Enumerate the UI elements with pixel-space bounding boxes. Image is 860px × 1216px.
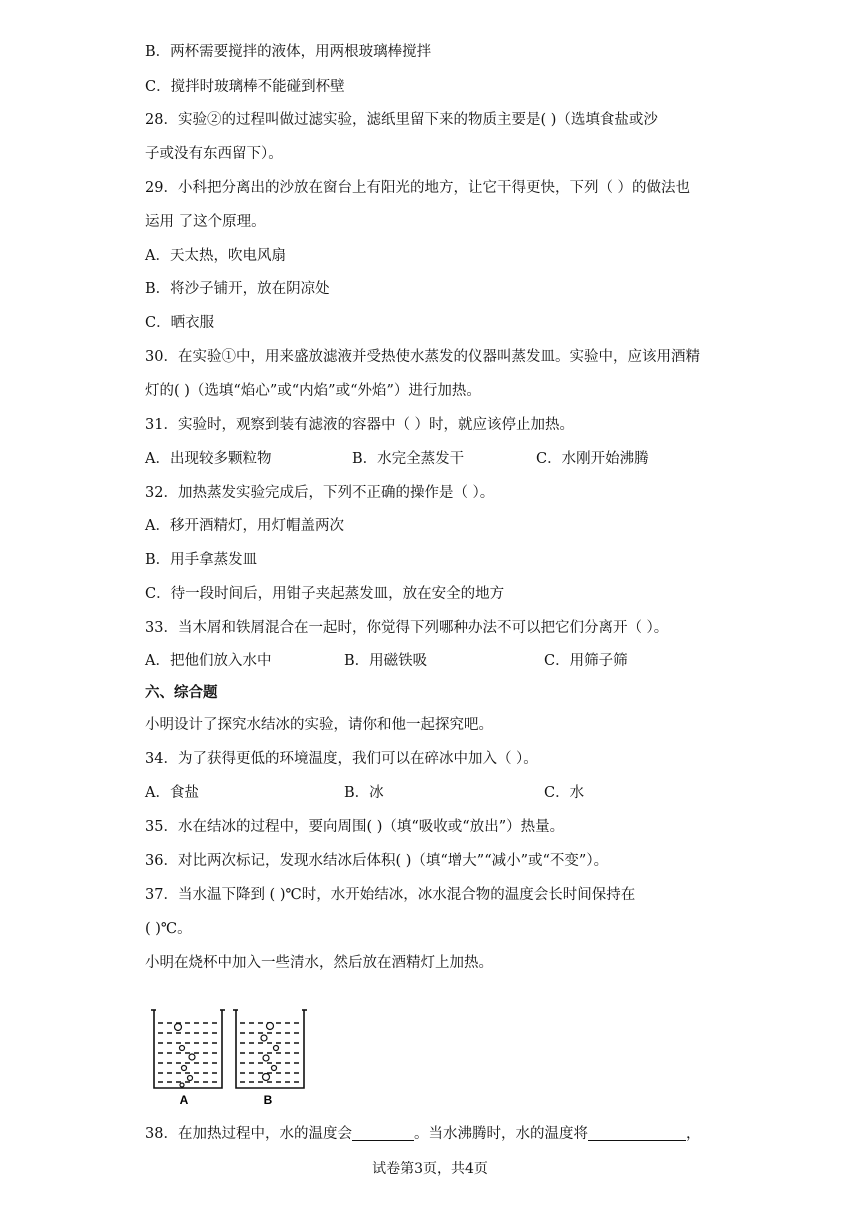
q38-text-part1: 38．在加热过程中，水的温度会 xyxy=(145,1126,352,1142)
q30-text-cont: 灯的( )（选填“焰心”或“内焰”或“外焰”）进行加热。 xyxy=(145,383,481,399)
beakers-figure xyxy=(148,1006,318,1110)
q31-option-c: C．水刚开始沸腾 xyxy=(536,451,649,467)
q29-option-a: A．天太热，吹电风扇 xyxy=(145,248,286,264)
section-intro: 小明设计了探究水结冰的实验，请你和他一起探究吧。 xyxy=(145,717,493,733)
q33-option-b: B．用磁铁吸 xyxy=(344,653,428,669)
q33-text: 33．当木屑和铁屑混合在一起时，你觉得下列哪种办法不可以把它们分离开（ ）。 xyxy=(145,620,669,636)
q33-option-c: C．用筛子筛 xyxy=(544,653,628,669)
q28-text: 28．实验②的过程叫做过滤实验，滤纸里留下来的物质主要是( )（选填食盐或沙 xyxy=(145,112,658,128)
q32-text: 32．加热蒸发实验完成后，下列不正确的操作是（ ）。 xyxy=(145,485,495,501)
beakers-illustration xyxy=(148,1006,318,1106)
q31-option-b: B．水完全蒸发干 xyxy=(352,451,465,467)
q27-option-b: B．两杯需要搅拌的液体，用两根玻璃棒搅拌 xyxy=(145,44,432,60)
q38-answer-blank-2[interactable] xyxy=(588,1126,686,1141)
q38-text-part2: 。当水沸腾时，水的温度将 xyxy=(413,1126,588,1142)
q34-option-c: C．水 xyxy=(544,785,585,801)
q37-text: 37．当水温下降到 ( )℃时，水开始结冰，冰水混合物的温度会长时间保持在 xyxy=(145,887,636,903)
q31-text: 31．实验时，观察到装有滤液的容器中（ ）时，就应该停止加热。 xyxy=(145,417,575,433)
q30-text: 30．在实验①中，用来盛放滤液并受热使水蒸发的仪器叫蒸发皿。实验中，应该用酒精 xyxy=(145,349,700,365)
section-heading: 六、综合题 xyxy=(145,685,218,701)
q29-text: 29．小科把分离出的沙放在窗台上有阳光的地方，让它干得更快，下列（ ）的做法也 xyxy=(145,180,691,196)
q38-intro: 小明在烧杯中加入一些清水，然后放在酒精灯上加热。 xyxy=(145,955,493,971)
page-footer: 试卷第3页，共4页 xyxy=(372,1161,488,1177)
q29-option-b: B．将沙子铺开，放在阴凉处 xyxy=(145,281,330,297)
q29-text-cont: 运用 了这个原理。 xyxy=(145,214,266,230)
q32-option-a: A．移开酒精灯，用灯帽盖两次 xyxy=(145,518,344,534)
q31-option-a: A．出现较多颗粒物 xyxy=(145,451,272,467)
q35-text: 35．水在结冰的过程中，要向周围( )（填“吸收或“放出”）热量。 xyxy=(145,819,565,835)
beaker-b-label: B xyxy=(263,1093,273,1106)
q36-text: 36．对比两次标记，发现水结冰后体积( )（填“增大”“减小”或“不变”）。 xyxy=(145,853,609,869)
q34-option-b: B．冰 xyxy=(344,785,384,801)
q34-option-a: A．食盐 xyxy=(145,785,199,801)
q27-option-c: C．搅拌时玻璃棒不能碰到杯壁 xyxy=(145,79,345,95)
q37-text-cont: ( )℃。 xyxy=(145,921,192,937)
beaker-a-label: A xyxy=(179,1093,189,1106)
q32-option-b: B．用手拿蒸发皿 xyxy=(145,552,258,568)
q33-option-a: A．把他们放入水中 xyxy=(145,653,272,669)
q38-answer-blank-1[interactable] xyxy=(352,1126,414,1141)
q34-text: 34．为了获得更低的环境温度，我们可以在碎冰中加入（ ）。 xyxy=(145,751,538,767)
q38-text xyxy=(145,1124,700,1144)
q28-text-cont: 子或没有东西留下）。 xyxy=(145,146,283,162)
q38-text-part3: ， xyxy=(685,1126,701,1142)
q29-option-c: C．晒衣服 xyxy=(145,315,215,331)
q32-option-c: C．待一段时间后，用钳子夹起蒸发皿，放在安全的地方 xyxy=(145,586,505,602)
